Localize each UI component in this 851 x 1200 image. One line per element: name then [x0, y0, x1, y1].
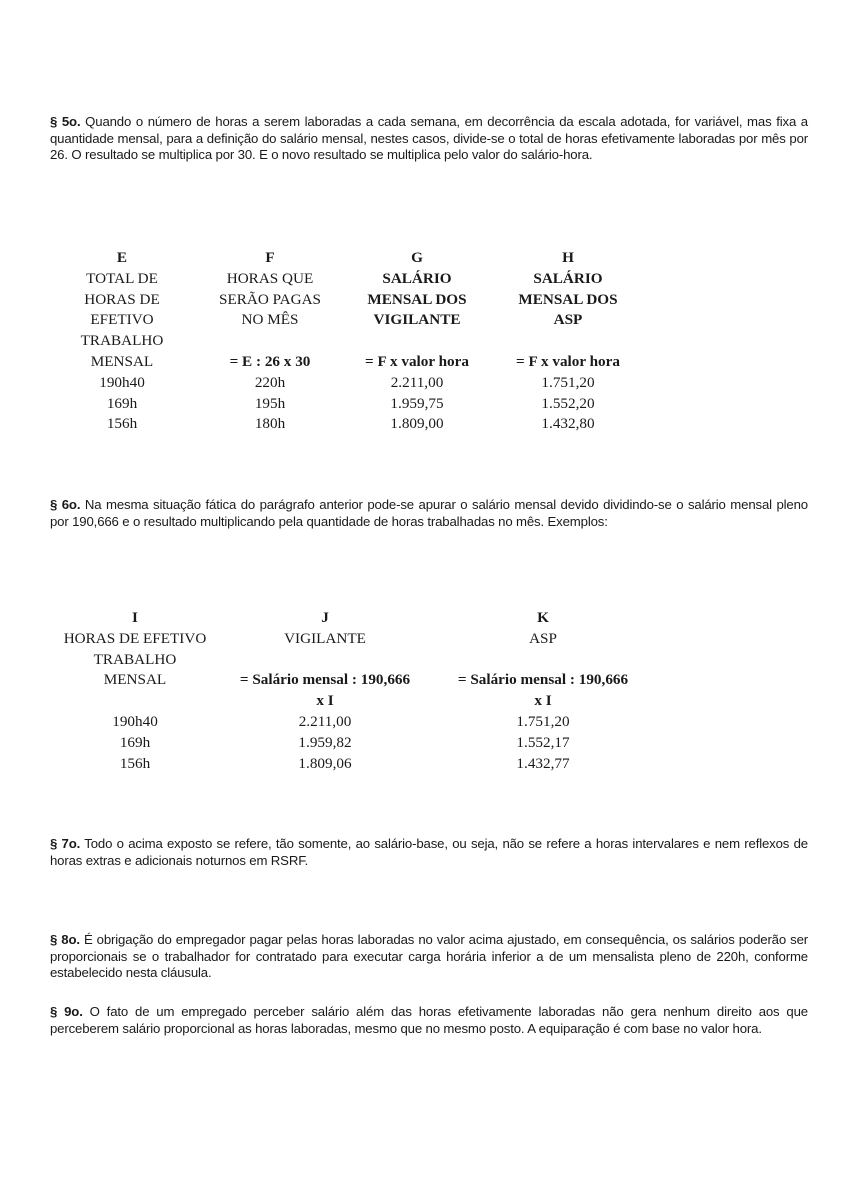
paragraph-9 — [50, 1004, 808, 1037]
paragraph-5-label: § 5o. — [50, 114, 81, 129]
column-title-line: HORAS QUE — [226, 269, 314, 287]
table-cell: 169h — [119, 733, 151, 751]
table-cell: 1.751,20 — [516, 712, 570, 730]
column-title-line: SERÃO PAGAS — [219, 290, 321, 308]
table1-column-e — [72, 248, 172, 435]
column-title-line: ASP — [553, 311, 583, 329]
column-letter: F — [265, 249, 275, 266]
column-letter: H — [562, 249, 574, 266]
table-cell: 1.552,20 — [541, 394, 595, 412]
table-cell: 156h — [119, 754, 151, 772]
column-letter: J — [321, 609, 329, 626]
table-cell: 2.211,00 — [298, 712, 352, 730]
column-title-line: TRABALHO — [80, 332, 164, 350]
column-formula: = Salário mensal : 190,666 — [457, 671, 629, 689]
column-title-line: HORAS DE — [84, 290, 160, 308]
paragraph-8-text: É obrigação do empregador pagar pelas horas laboradas no valor acima ajustado, em consequência, os salários poderão ser proporcionais se o trabalhador for contratado para executar carga horária inferior a de um mensalista pleno de 220h, conforme estabelecido nesta cláusula. — [50, 932, 809, 981]
table-cell: 190h40 — [99, 373, 145, 391]
column-letter: K — [537, 609, 549, 626]
column-title-line: MENSAL — [103, 671, 167, 689]
table-cell: 195h — [254, 394, 286, 412]
column-title-line: NO MÊS — [241, 311, 299, 329]
column-formula: = Salário mensal : 190,666 — [239, 671, 411, 689]
table-cell: 1.809,00 — [390, 415, 444, 433]
column-formula: = F x valor hora — [516, 352, 620, 370]
paragraph-8-label: § 8o. — [50, 932, 80, 947]
table-cell: 1.959,82 — [298, 733, 352, 751]
column-letter: E — [116, 249, 128, 266]
table-cell: 1.809,06 — [298, 754, 352, 772]
table1-column-g — [346, 248, 488, 435]
column-formula: x I — [534, 692, 552, 710]
paragraph-7-text: Todo o acima exposto se refere, tão somente, ao salário-base, ou seja, não se refere a horas intervalares e nem reflexos de horas extras e adicionais noturnos em RSRF. — [50, 836, 808, 868]
paragraph-6-text: Na mesma situação fática do parágrafo anterior pode-se apurar o salário mensal devido dividindo-se o salário mensal pleno por 190,666 e o resultado multiplicando pela quantidade de horas trabalhadas no mês. Exemplos: — [50, 497, 808, 529]
table-cell: 156h — [106, 415, 138, 433]
table-cell: 220h — [254, 373, 286, 391]
column-formula: = E : 26 x 30 — [229, 352, 311, 370]
table1-column-f — [200, 248, 340, 435]
table-cell: 180h — [254, 415, 286, 433]
paragraph-5-text: Quando o número de horas a serem laboradas a cada semana, em decorrência da escala adotada, for variável, mas fixa a quantidade mensal, para a definição do salário mensal, nestes casos, divide-se o total de horas efetivamente laboradas por mês por 26. O resultado se multiplica por 30. E o novo resultado se multiplica pelo valor do salário-hora. — [50, 114, 808, 163]
salary-table-1 — [0, 248, 851, 438]
paragraph-9-text: O fato de um empregado perceber salário além das horas efetivamente laboradas não gera nenhum direito aos que perceberem salário proporcional as horas laboradas, mesmo que no mesmo posto. A equiparação é com base no valor hora. — [50, 1004, 808, 1036]
paragraph-7-label: § 7o. — [50, 836, 81, 851]
column-title-line: VIGILANTE — [284, 629, 366, 647]
column-title-line: MENSAL DOS — [367, 290, 467, 308]
table-cell: 190h40 — [112, 712, 158, 730]
column-title-line: SALÁRIO — [382, 269, 452, 287]
column-title-line: HORAS DE EFETIVO — [63, 629, 207, 647]
column-letter: G — [411, 249, 423, 266]
table1-column-h — [497, 248, 639, 435]
table-cell: 1.552,17 — [516, 733, 570, 751]
paragraph-7 — [50, 836, 808, 869]
column-title-line: MENSAL — [90, 352, 154, 370]
column-title-line: TOTAL DE — [86, 269, 158, 287]
table-cell: 1.751,20 — [541, 373, 595, 391]
column-formula: x I — [316, 692, 334, 710]
column-formula: = F x valor hora — [365, 352, 469, 370]
paragraph-6-label: § 6o. — [50, 497, 81, 512]
paragraph-6 — [50, 497, 808, 530]
table-cell: 1.432,77 — [516, 754, 570, 772]
table2-column-i — [40, 608, 230, 774]
column-title-line: MENSAL DOS — [518, 290, 618, 308]
table-cell: 1.959,75 — [390, 394, 444, 412]
paragraph-9-label: § 9o. — [50, 1004, 83, 1019]
table-cell: 169h — [106, 394, 138, 412]
table2-column-j — [218, 608, 432, 774]
table-cell: 2.211,00 — [390, 373, 444, 391]
column-title-line: VIGILANTE — [373, 311, 461, 329]
column-letter: I — [132, 609, 138, 626]
column-title-line: SALÁRIO — [533, 269, 603, 287]
table2-column-k — [436, 608, 650, 774]
column-title-line: TRABALHO — [93, 650, 177, 668]
salary-table-2 — [0, 608, 851, 778]
column-title-line: ASP — [529, 629, 557, 647]
column-title-line: EFETIVO — [90, 311, 154, 329]
paragraph-8 — [50, 932, 808, 982]
paragraph-5 — [50, 114, 808, 164]
table-cell: 1.432,80 — [541, 415, 595, 433]
